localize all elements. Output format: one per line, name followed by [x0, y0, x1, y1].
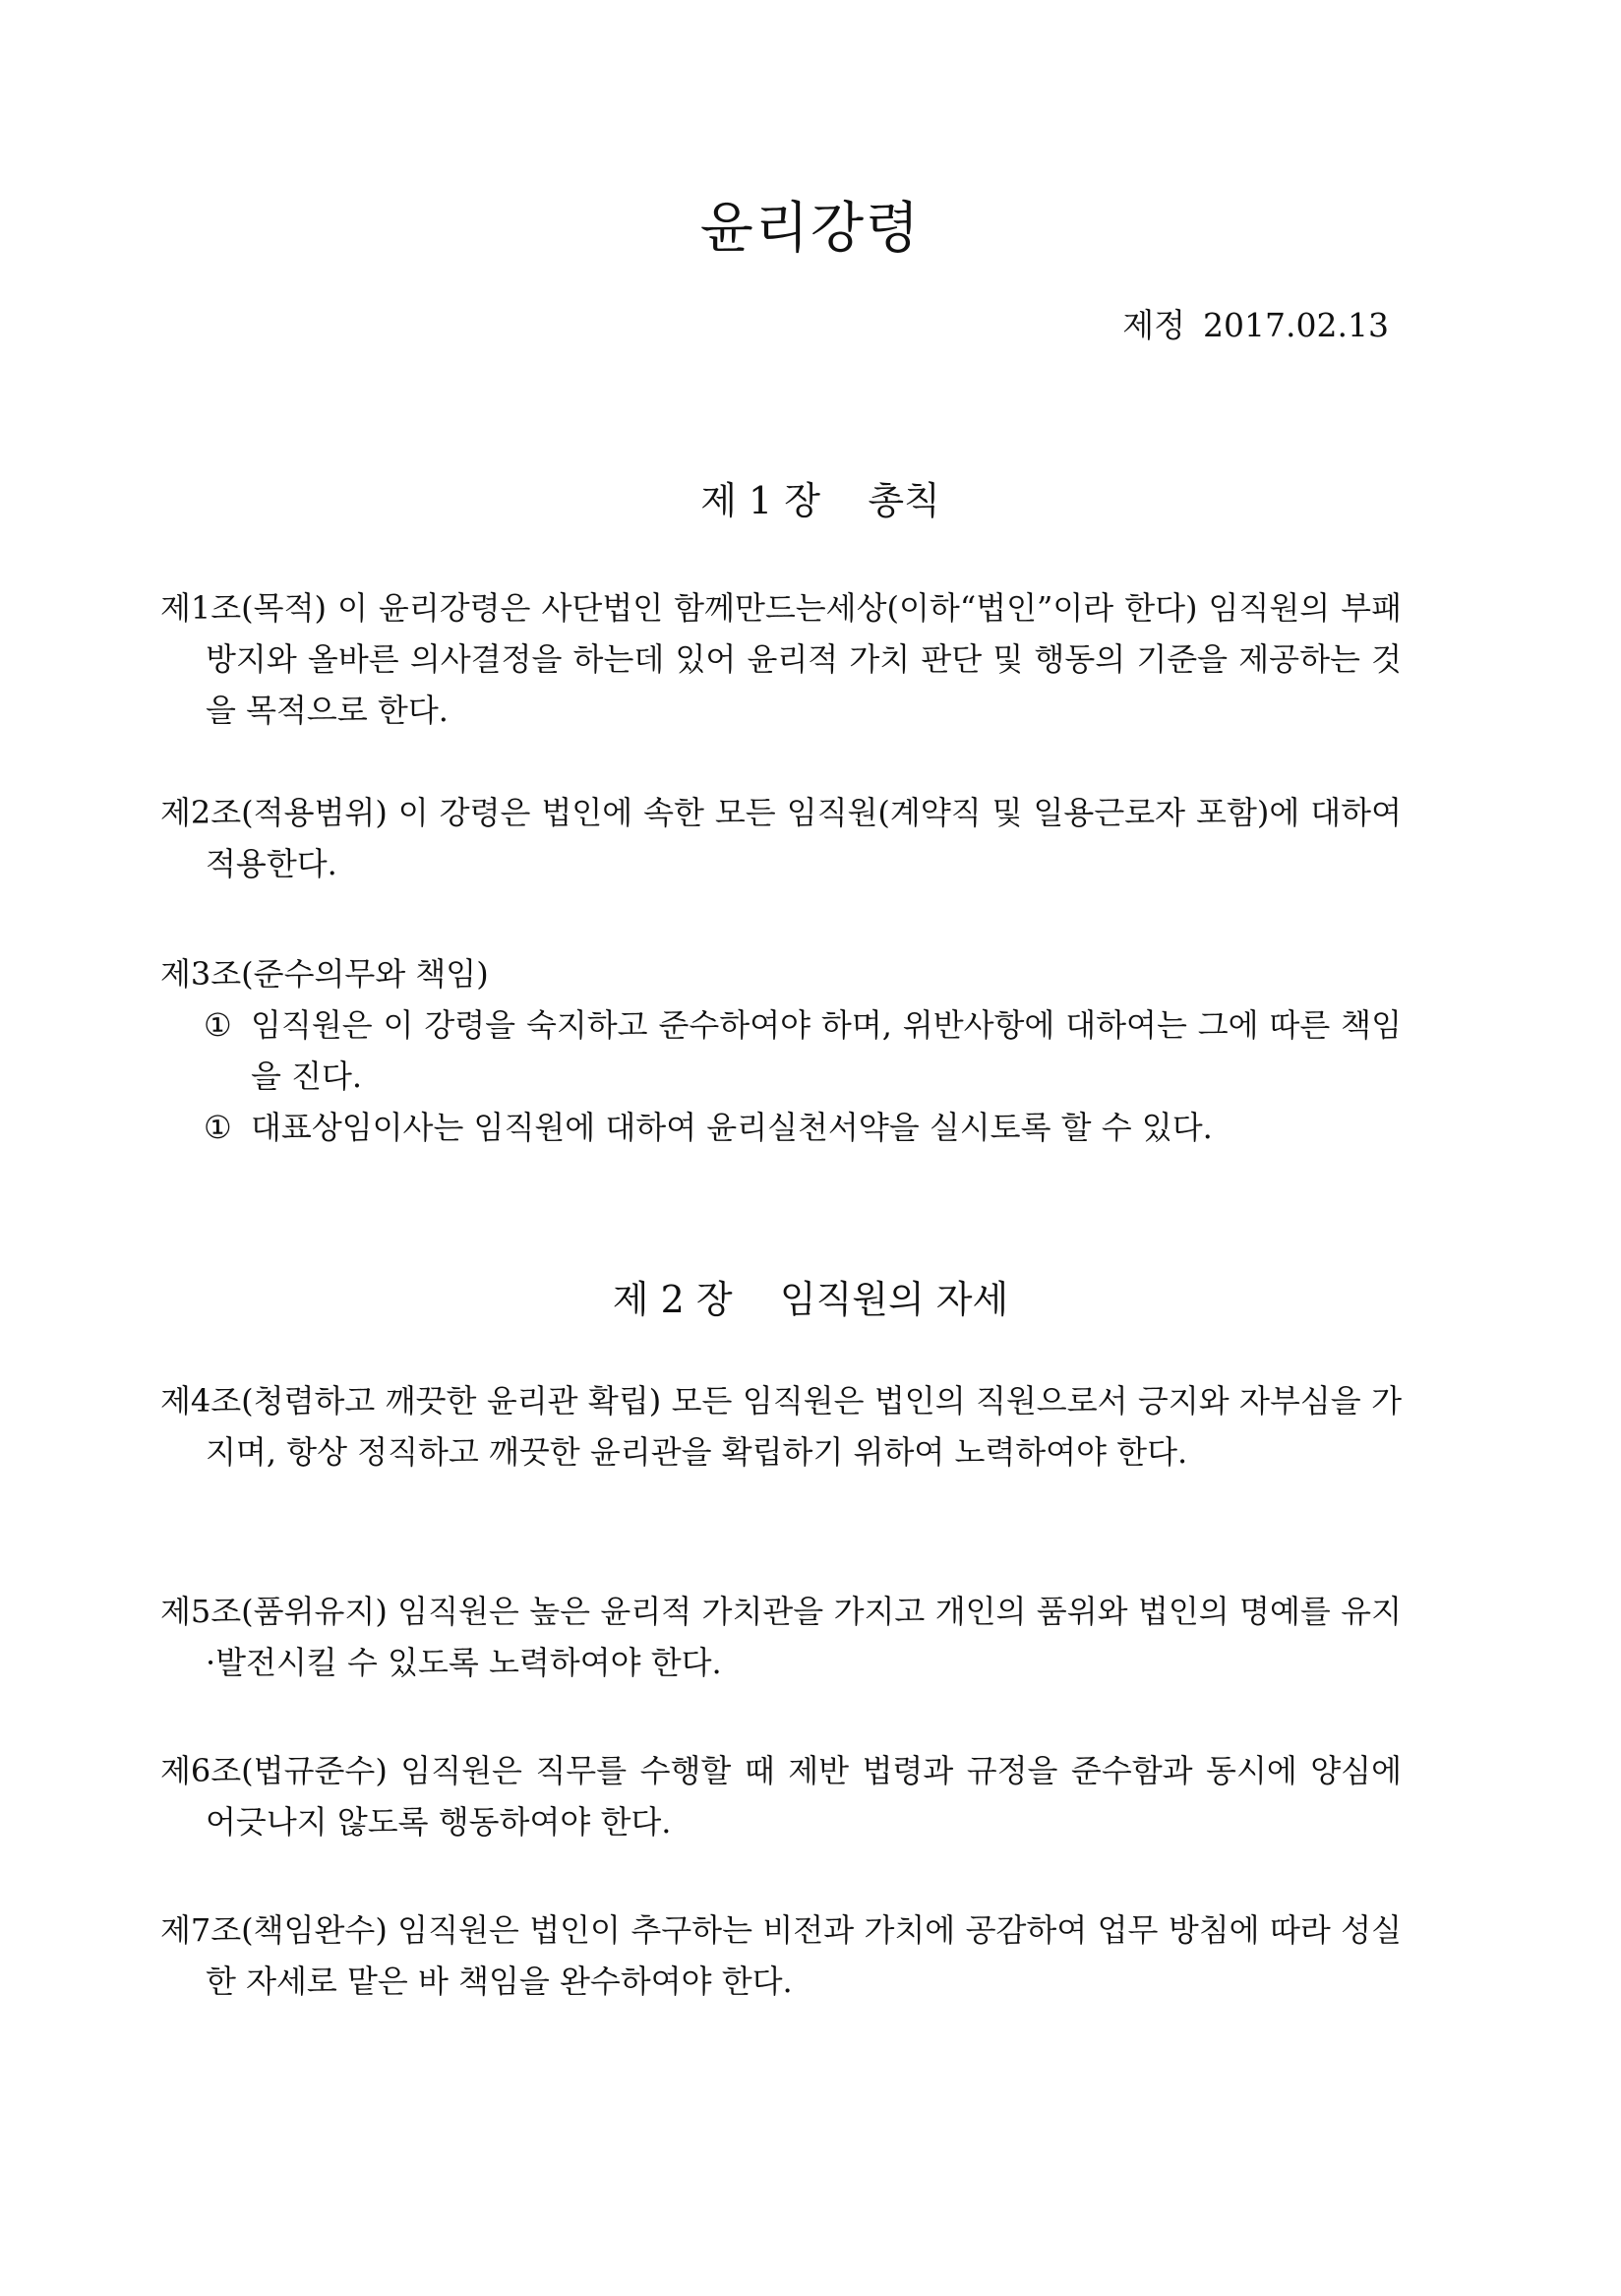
clause-number: ①: [204, 1109, 232, 1146]
enactment-date-value: 2017.02.13: [1203, 306, 1389, 344]
clause-number: ①: [204, 1006, 232, 1044]
article-3-clauses: [204, 999, 1402, 1153]
clause-text: 대표상임이사는 임직원에 대하여 윤리실천서약을 실시토록 할 수 있다.: [251, 1109, 1213, 1146]
clause-text: 임직원은 이 강령을 숙지하고 준수하여야 하며, 위반사항에 대하여는 그에 따른 책임을 진다.: [251, 1006, 1402, 1095]
article-2: 제2조(적용범위) 이 강령은 법인에 속한 모든 임직원(계약직 및 일용근로자 포함)에 대하여 적용한다.: [160, 794, 1402, 882]
article-3-clause-1: [204, 999, 1402, 1102]
article-1: 제1조(목적) 이 윤리강령은 사단법인 함께만드는세상(이하“법인”이라 한다) 임직원의 부패방지와 올바른 의사결정을 하는데 있어 윤리적 가치 판단 및 행동의 기준을 제공하는 것을 목적으로 한다.: [160, 589, 1402, 729]
article-4: 제4조(청렴하고 깨끗한 윤리관 확립) 모든 임직원은 법인의 직원으로서 긍지와 자부심을 가지며, 항상 정직하고 깨끗한 윤리관을 확립하기 위하여 노력하여야 한다.: [160, 1382, 1402, 1471]
enactment-label: 제정: [1122, 306, 1186, 344]
document-title: 윤리강령: [699, 196, 922, 261]
article-5: 제5조(품위유지) 임직원은 높은 윤리적 가치관을 가지고 개인의 품위와 법인의 명예를 유지·발전시킬 수 있도록 노력하여야 한다.: [160, 1593, 1402, 1681]
enactment-date: [1122, 300, 1389, 346]
article-6: 제6조(법규준수) 임직원은 직무를 수행할 때 제반 법령과 규정을 준수함과 동시에 양심에 어긋나지 않도록 행동하여야 한다.: [160, 1752, 1402, 1841]
chapter-2-heading: 제 2 장 임직원의 자세: [612, 1278, 1009, 1321]
article-7: 제7조(책임완수) 임직원은 법인이 추구하는 비전과 가치에 공감하여 업무 방침에 따라 성실한 자세로 맡은 바 책임을 완수하여야 한다.: [160, 1911, 1402, 2000]
article-3-clause-2: [204, 1102, 1402, 1153]
article-3: 제3조(준수의무와 책임): [160, 955, 489, 993]
chapter-1-heading: 제 1 장 총칙: [700, 479, 940, 522]
